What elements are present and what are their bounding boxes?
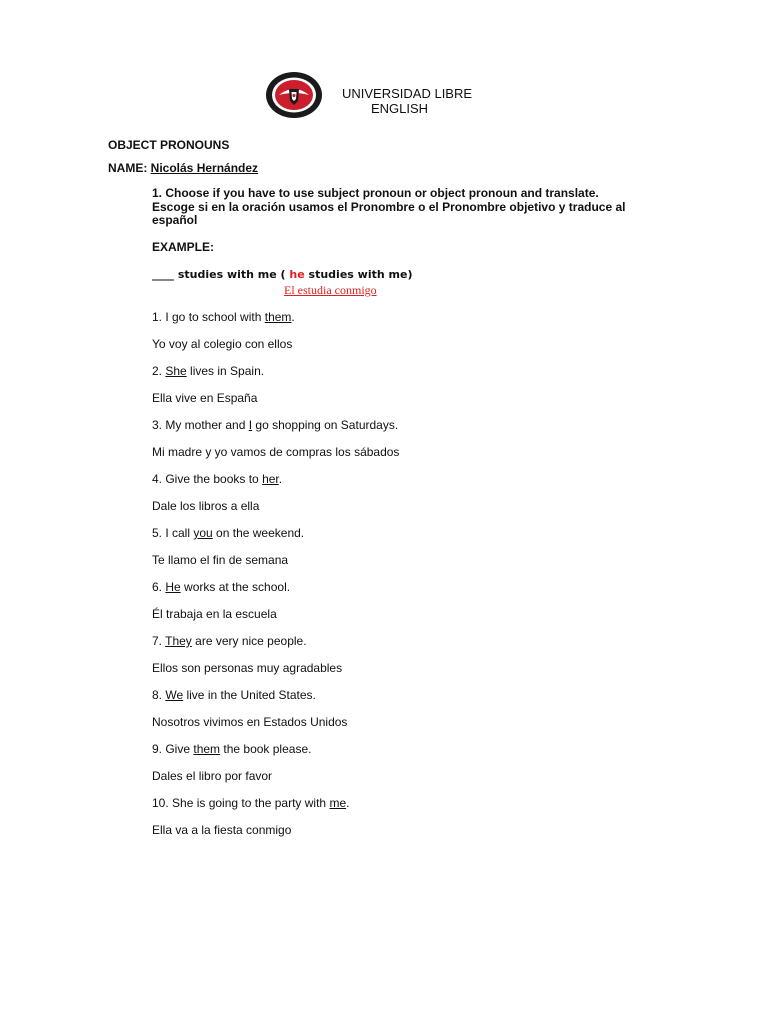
instructions: 1. Choose if you have to use subject pronoun or object pronoun and translate. Escoge si en la oración usamos el Pronombre o el Pronombre objetivo y traduce al español <box>152 186 626 227</box>
example-translation: El estudia conmigo <box>284 283 377 297</box>
sentence-text: 2. <box>152 364 166 378</box>
pronoun-answer: I <box>248 418 253 432</box>
sentence-text: on the weekend. <box>212 526 305 540</box>
example-text-b: studies with me) <box>304 268 413 281</box>
pronoun-answer: them <box>193 742 221 756</box>
exercise-translation: Dales el libro por favor <box>152 769 273 783</box>
sentence-text: . <box>346 796 350 810</box>
exercise-translation: Ella vive en España <box>152 391 258 405</box>
student-name: Nicolás Hernández <box>150 161 259 175</box>
exercise-sentence <box>152 685 672 712</box>
pronoun-answer: We <box>165 688 184 702</box>
sentence-text: 8. <box>152 688 166 702</box>
sentence-text: are very nice people. <box>191 634 307 648</box>
exercise-sentence <box>152 577 672 604</box>
pronoun-answer: me <box>329 796 347 810</box>
exercise-list <box>152 307 672 847</box>
pronoun-answer: He <box>165 580 181 594</box>
example-sentence <box>152 268 412 281</box>
exercise-translation: Ella va a la fiesta conmigo <box>152 823 292 837</box>
example-label: EXAMPLE: <box>152 240 215 254</box>
pronoun-answer: They <box>165 634 192 648</box>
exercise-translation: Él trabaja en la escuela <box>152 607 277 621</box>
sentence-text: 4. Give the books to <box>152 472 263 486</box>
sentence-text: live in the United States. <box>183 688 316 702</box>
exercise-translation: Yo voy al colegio con ellos <box>152 337 293 351</box>
pronoun-answer: She <box>165 364 187 378</box>
sentence-text: 10. She is going to the party with <box>152 796 330 810</box>
example-answer: he <box>289 268 305 281</box>
institution-name: UNIVERSIDAD LIBRE <box>342 86 473 101</box>
example-blank: ____ <box>152 268 174 281</box>
pronoun-answer: her <box>262 472 279 486</box>
sentence-text: works at the school. <box>180 580 291 594</box>
exercise-sentence <box>152 631 672 658</box>
sentence-text: . <box>278 472 283 486</box>
exercise-sentence <box>152 793 672 820</box>
university-seal-logo <box>265 71 323 119</box>
sentence-text: . <box>291 310 295 324</box>
exercise-sentence <box>152 415 672 442</box>
exercise-translation: Te llamo el fin de semana <box>152 553 289 567</box>
sentence-text: go shopping on Saturdays. <box>252 418 399 432</box>
exercise-sentence <box>152 361 672 388</box>
exercise-translation: Nosotros vivimos en Estados Unidos <box>152 715 348 729</box>
institution-header <box>342 86 472 116</box>
exercise-sentence <box>152 307 672 334</box>
exercise-translation: Ellos son personas muy agradables <box>152 661 343 675</box>
sentence-text: the book please. <box>220 742 312 756</box>
student-name-line <box>108 161 258 175</box>
sentence-text: 3. My mother and <box>152 418 249 432</box>
pronoun-answer: them <box>264 310 292 324</box>
example-text-a: studies with me ( <box>174 268 290 281</box>
sentence-text: 9. Give <box>152 742 194 756</box>
sentence-text: 6. <box>152 580 166 594</box>
exercise-sentence <box>152 739 672 766</box>
exercise-translation: Dale los libros a ella <box>152 499 260 513</box>
exercise-sentence <box>152 523 672 550</box>
name-label: NAME: <box>108 161 148 175</box>
sentence-text: 5. I call <box>152 526 194 540</box>
worksheet-title: OBJECT PRONOUNS <box>108 138 230 152</box>
department-name: ENGLISH <box>371 101 429 116</box>
sentence-text: 7. <box>152 634 166 648</box>
pronoun-answer: you <box>193 526 213 540</box>
sentence-text: lives in Spain. <box>186 364 265 378</box>
exercise-sentence <box>152 469 672 496</box>
exercise-translation: Mi madre y yo vamos de compras los sábados <box>152 445 400 459</box>
sentence-text: 1. I go to school with <box>152 310 265 324</box>
